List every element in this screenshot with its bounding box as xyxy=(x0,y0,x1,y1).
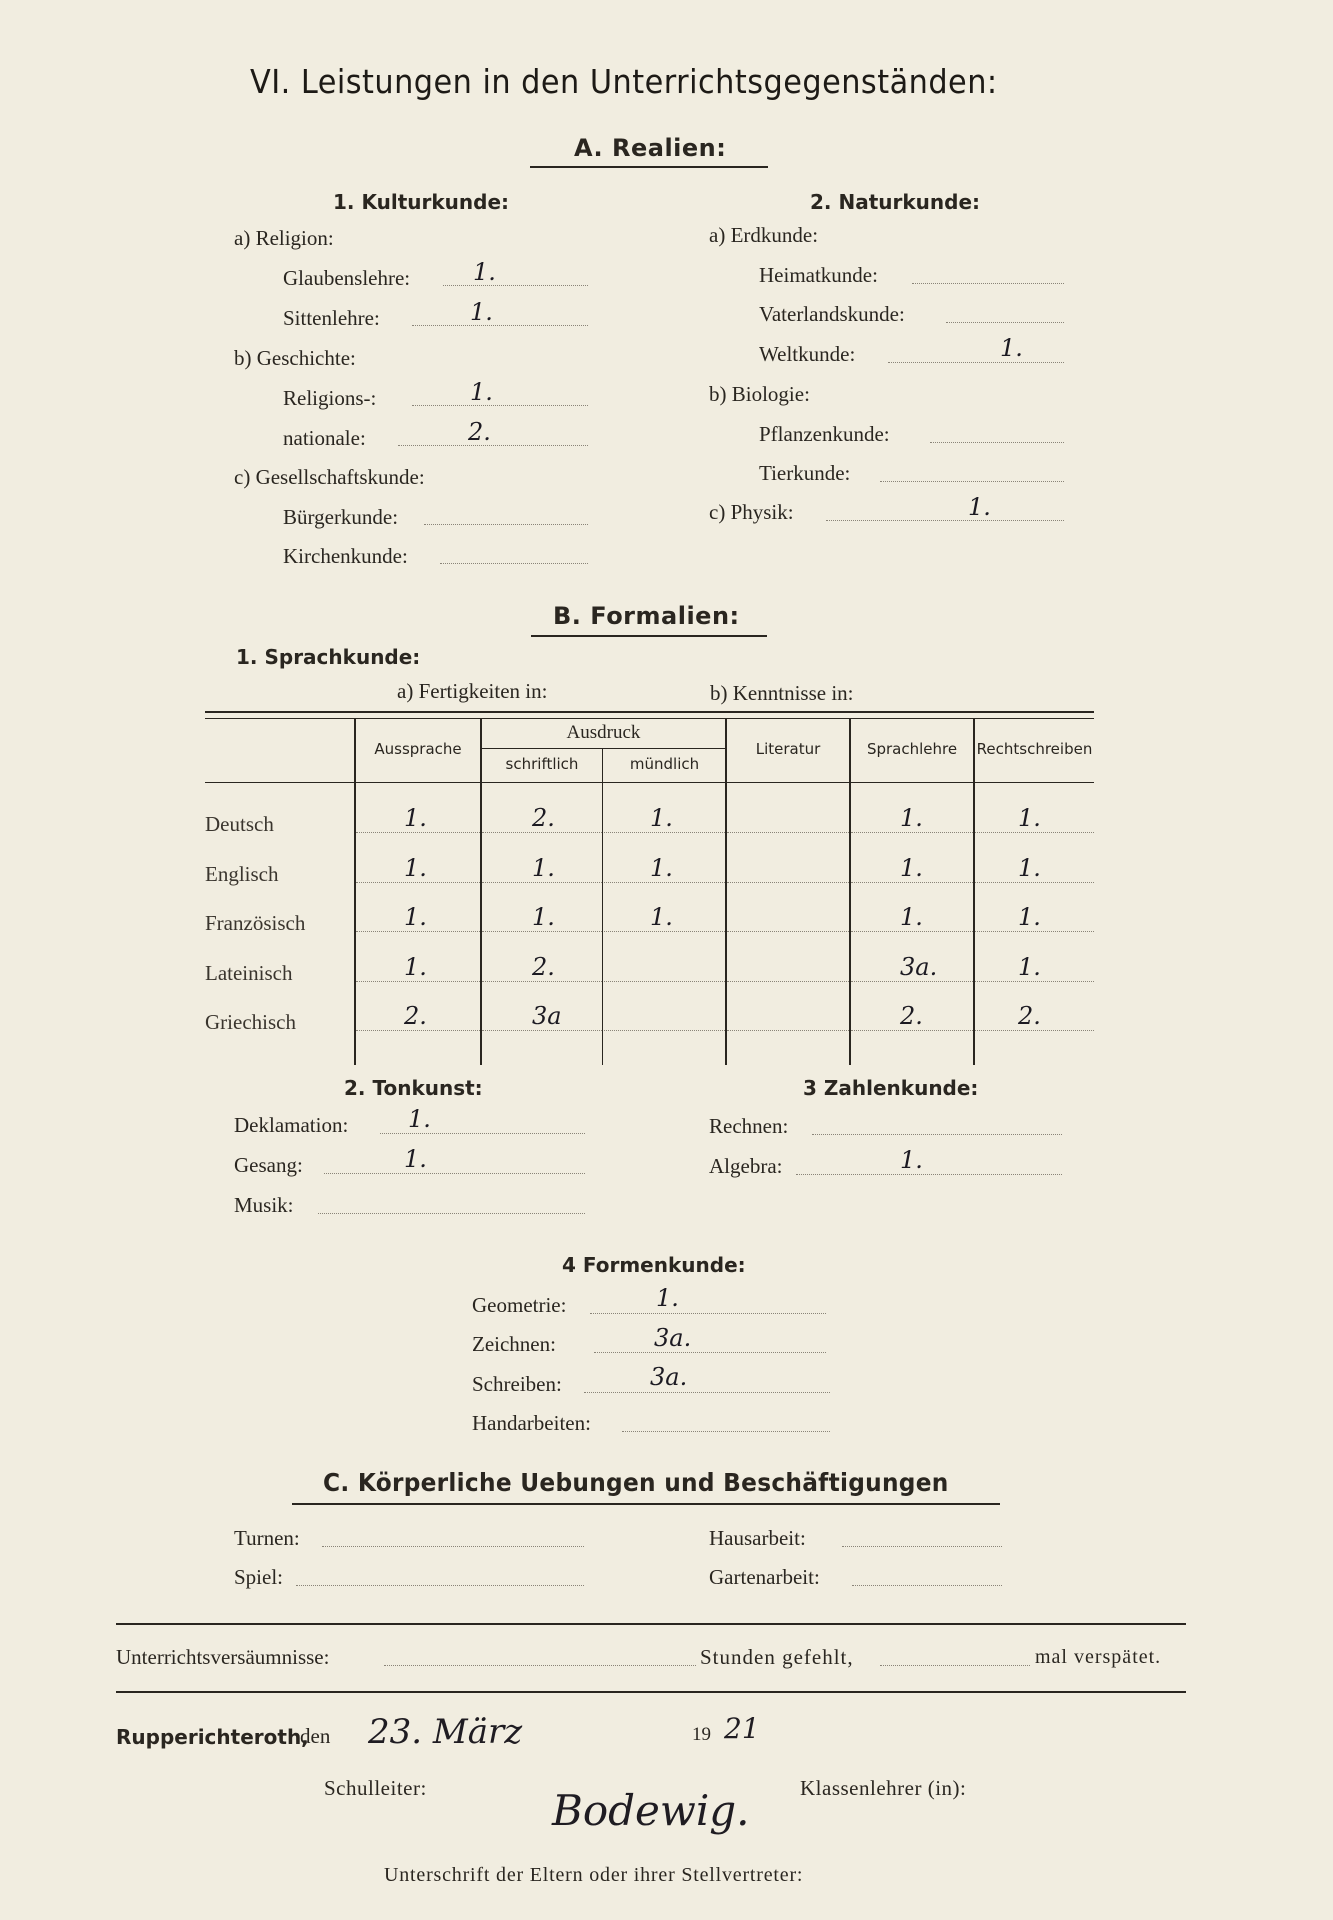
row-cell-line xyxy=(851,1030,973,1031)
musik-line xyxy=(318,1213,585,1214)
section-c-heading: C. Körperliche Uebungen und Beschäftigungen xyxy=(323,1468,949,1497)
religions-line xyxy=(412,405,588,406)
row-cell-line xyxy=(356,1030,480,1031)
row-grade-aussprache: 1. xyxy=(404,903,427,931)
place-label: Rupperichteroth, xyxy=(116,1725,309,1749)
row-cell-line xyxy=(727,931,849,932)
tierkunde-line xyxy=(880,481,1064,482)
kulturkunde-heading: 1. Kulturkunde: xyxy=(333,190,510,214)
pflanzenkunde-label: Pflanzenkunde: xyxy=(759,422,890,446)
nationale-label: nationale: xyxy=(283,426,366,450)
section-b-underline xyxy=(531,635,767,637)
schulleiter-signature: Bodewig. xyxy=(552,1786,750,1835)
row-grade-muendlich: 1. xyxy=(650,903,673,931)
glaubenslehre-grade: 1. xyxy=(473,258,496,286)
rechnen-line xyxy=(812,1134,1062,1135)
weltkunde-grade: 1. xyxy=(1000,334,1023,362)
heimatkunde-line xyxy=(912,283,1064,284)
row-grade-rechtschreiben: 1. xyxy=(1018,804,1041,832)
row-cell-line xyxy=(356,832,480,833)
row-language-label: Deutsch xyxy=(205,812,274,836)
geometrie-line xyxy=(590,1313,826,1314)
geschichte-label: b) Geschichte: xyxy=(234,346,356,370)
schulleiter-label: Schulleiter: xyxy=(324,1776,427,1800)
row-cell-line xyxy=(851,981,973,982)
verspaetet-label: mal verspätet. xyxy=(1035,1646,1162,1668)
religions-label: Religions-: xyxy=(283,386,377,410)
schreiben-line xyxy=(584,1392,830,1393)
row-cell-line xyxy=(727,832,849,833)
row-cell-line xyxy=(727,1030,849,1031)
row-grade-sprachlehre: 1. xyxy=(900,853,923,882)
row-grade-rechtschreiben: 1. xyxy=(1018,903,1041,931)
col-schriftlich: schriftlich xyxy=(505,755,579,773)
sittenlehre-label: Sittenlehre: xyxy=(283,306,380,330)
footer-rule-1 xyxy=(116,1623,1186,1625)
row-cell-line xyxy=(975,931,1094,932)
physik-label: c) Physik: xyxy=(709,500,794,524)
row-grade-schriftlich: 1. xyxy=(532,853,555,882)
handarbeiten-line xyxy=(622,1431,830,1432)
weltkunde-label: Weltkunde: xyxy=(759,342,856,366)
row-cell-line xyxy=(604,882,725,883)
zeichnen-line xyxy=(594,1352,826,1353)
section-a-underline xyxy=(530,166,768,168)
zeichnen-label: Zeichnen: xyxy=(472,1332,556,1356)
algebra-grade: 1. xyxy=(900,1146,923,1174)
col-rechtschreiben: Rechtschreiben xyxy=(976,740,1093,758)
geometrie-grade: 1. xyxy=(656,1284,679,1312)
versaeumnisse-label: Unterrichtsversäumnisse: xyxy=(116,1645,330,1669)
deklamation-label: Deklamation: xyxy=(234,1113,349,1137)
col-rule-6 xyxy=(973,718,975,1065)
row-cell-line xyxy=(482,832,602,833)
row-grade-aussprache: 1. xyxy=(404,804,427,832)
gesang-line xyxy=(324,1173,585,1174)
row-cell-line xyxy=(975,882,1094,883)
row-language-label: Französisch xyxy=(205,911,306,935)
buergerkunde-line xyxy=(424,524,588,525)
row-cell-line xyxy=(482,981,602,982)
physik-line xyxy=(826,520,1064,521)
hausarbeit-line xyxy=(842,1546,1002,1547)
row-grade-muendlich: 1. xyxy=(650,804,673,832)
row-cell-line xyxy=(482,1030,602,1031)
sprachkunde-heading: 1. Sprachkunde: xyxy=(236,645,421,669)
rechnen-label: Rechnen: xyxy=(709,1114,789,1138)
row-cell-line xyxy=(604,981,725,982)
stunden-line xyxy=(880,1665,1030,1666)
col-ausdruck: Ausdruck xyxy=(566,722,641,743)
gartenarbeit-label: Gartenarbeit: xyxy=(709,1565,820,1589)
eltern-label: Unterschrift der Eltern oder ihrer Stellvertreter: xyxy=(384,1864,804,1886)
col-aussprache: Aussprache xyxy=(374,740,462,758)
date-handwritten: 23. März xyxy=(368,1712,523,1752)
row-language-label: Englisch xyxy=(205,861,279,886)
col-rule-1 xyxy=(354,718,356,1065)
deklamation-line xyxy=(380,1133,585,1134)
algebra-line xyxy=(796,1174,1062,1175)
tierkunde-label: Tierkunde: xyxy=(759,461,851,485)
row-grade-schriftlich: 1. xyxy=(532,903,555,931)
row-cell-line xyxy=(975,1030,1094,1031)
handarbeiten-label: Handarbeiten: xyxy=(472,1411,591,1435)
section-b-heading: B. Formalien: xyxy=(553,602,740,630)
col-rule-3 xyxy=(602,748,603,1065)
pflanzenkunde-line xyxy=(930,442,1064,443)
year-handwritten: 21 xyxy=(724,1712,760,1745)
row-language-label: Griechisch xyxy=(205,1010,296,1034)
row-grade-rechtschreiben: 1. xyxy=(1018,853,1041,882)
religions-grade: 1. xyxy=(470,378,493,406)
turnen-label: Turnen: xyxy=(234,1526,300,1550)
physik-grade: 1. xyxy=(968,493,991,521)
row-language-label: Lateinisch xyxy=(205,960,293,985)
spiel-line xyxy=(296,1585,584,1586)
sittenlehre-grade: 1. xyxy=(470,298,493,326)
row-cell-line xyxy=(356,981,480,982)
glaubenslehre-label: Glaubenslehre: xyxy=(283,266,411,290)
algebra-label: Algebra: xyxy=(709,1154,783,1178)
nationale-line xyxy=(398,445,588,446)
religion-label: a) Religion: xyxy=(234,226,334,250)
row-grade-sprachlehre: 1. xyxy=(900,903,923,931)
row-grade-rechtschreiben: 1. xyxy=(1018,952,1041,981)
section-c-underline xyxy=(292,1503,1000,1505)
table-top-rule-2 xyxy=(205,718,1094,719)
weltkunde-line xyxy=(888,362,1064,363)
row-grade-aussprache: 1. xyxy=(404,853,427,882)
klassenlehrer-label: Klassenlehrer (in): xyxy=(800,1776,967,1800)
hausarbeit-label: Hausarbeit: xyxy=(709,1526,806,1550)
gesellschaftskunde-label: c) Gesellschaftskunde: xyxy=(234,465,425,489)
kirchenkunde-line xyxy=(440,563,588,564)
heimatkunde-label: Heimatkunde: xyxy=(759,263,878,287)
biologie-label: b) Biologie: xyxy=(709,382,810,406)
schreiben-grade: 3a. xyxy=(650,1363,688,1391)
row-cell-line xyxy=(482,882,602,883)
table-header-rule xyxy=(205,782,1094,783)
sittenlehre-line xyxy=(412,325,588,326)
stunden-label: Stunden gefehlt, xyxy=(700,1645,854,1669)
erdkunde-label: a) Erdkunde: xyxy=(709,223,819,247)
row-grade-aussprache: 1. xyxy=(404,952,427,981)
versaeumnisse-line xyxy=(384,1665,696,1666)
formenkunde-heading: 4 Formenkunde: xyxy=(562,1253,746,1277)
row-grade-schriftlich: 2. xyxy=(532,952,555,981)
row-cell-line xyxy=(851,832,973,833)
vaterlandskunde-label: Vaterlandskunde: xyxy=(759,302,905,326)
footer-rule-2 xyxy=(116,1691,1186,1693)
deklamation-grade: 1. xyxy=(408,1105,431,1133)
naturkunde-heading: 2. Naturkunde: xyxy=(810,190,981,214)
col-rule-4 xyxy=(725,718,727,1065)
vaterlandskunde-line xyxy=(946,322,1064,323)
fertigkeiten-label: a) Fertigkeiten in: xyxy=(397,679,548,703)
geometrie-label: Geometrie: xyxy=(472,1293,567,1317)
tonkunst-heading: 2. Tonkunst: xyxy=(344,1076,483,1100)
section-a-heading: A. Realien: xyxy=(574,134,727,162)
row-cell-line xyxy=(851,882,973,883)
row-cell-line xyxy=(356,882,480,883)
col-literatur: Literatur xyxy=(755,740,821,758)
gesang-label: Gesang: xyxy=(234,1153,303,1177)
row-grade-sprachlehre: 3a. xyxy=(900,952,938,981)
zahlenkunde-heading: 3 Zahlenkunde: xyxy=(803,1076,979,1100)
col-muendlich: mündlich xyxy=(629,755,700,773)
table-top-rule-1 xyxy=(205,711,1094,713)
row-cell-line xyxy=(604,931,725,932)
row-grade-aussprache: 2. xyxy=(404,1002,427,1030)
row-cell-line xyxy=(727,981,849,982)
zeichnen-grade: 3a. xyxy=(654,1324,692,1352)
row-grade-muendlich: 1. xyxy=(650,853,673,882)
row-grade-schriftlich: 3a xyxy=(532,1002,562,1030)
row-grade-sprachlehre: 2. xyxy=(900,1002,923,1030)
col-sprachlehre: Sprachlehre xyxy=(866,740,958,758)
row-cell-line xyxy=(604,1030,725,1031)
row-cell-line xyxy=(851,931,973,932)
row-grade-schriftlich: 2. xyxy=(532,804,555,832)
gesang-grade: 1. xyxy=(404,1145,427,1173)
year-printed: 19 xyxy=(692,1724,711,1745)
schreiben-label: Schreiben: xyxy=(472,1372,562,1396)
col-rule-5 xyxy=(849,718,851,1065)
row-grade-rechtschreiben: 2. xyxy=(1018,1002,1041,1030)
row-cell-line xyxy=(975,832,1094,833)
turnen-line xyxy=(322,1546,584,1547)
kirchenkunde-label: Kirchenkunde: xyxy=(283,544,408,568)
spiel-label: Spiel: xyxy=(234,1565,284,1589)
musik-label: Musik: xyxy=(234,1193,294,1217)
nationale-grade: 2. xyxy=(468,418,491,446)
den-label: den xyxy=(300,1724,331,1748)
kenntnisse-label: b) Kenntnisse in: xyxy=(710,681,854,705)
buergerkunde-label: Bürgerkunde: xyxy=(283,505,399,529)
row-cell-line xyxy=(356,931,480,932)
row-grade-sprachlehre: 1. xyxy=(900,804,923,832)
row-cell-line xyxy=(482,931,602,932)
page-title: VI. Leistungen in den Unterrichtsgegenständen: xyxy=(250,62,998,101)
row-cell-line xyxy=(975,981,1094,982)
glaubenslehre-line xyxy=(443,285,588,286)
gartenarbeit-line xyxy=(852,1585,1002,1586)
row-cell-line xyxy=(604,832,725,833)
row-cell-line xyxy=(727,882,849,883)
